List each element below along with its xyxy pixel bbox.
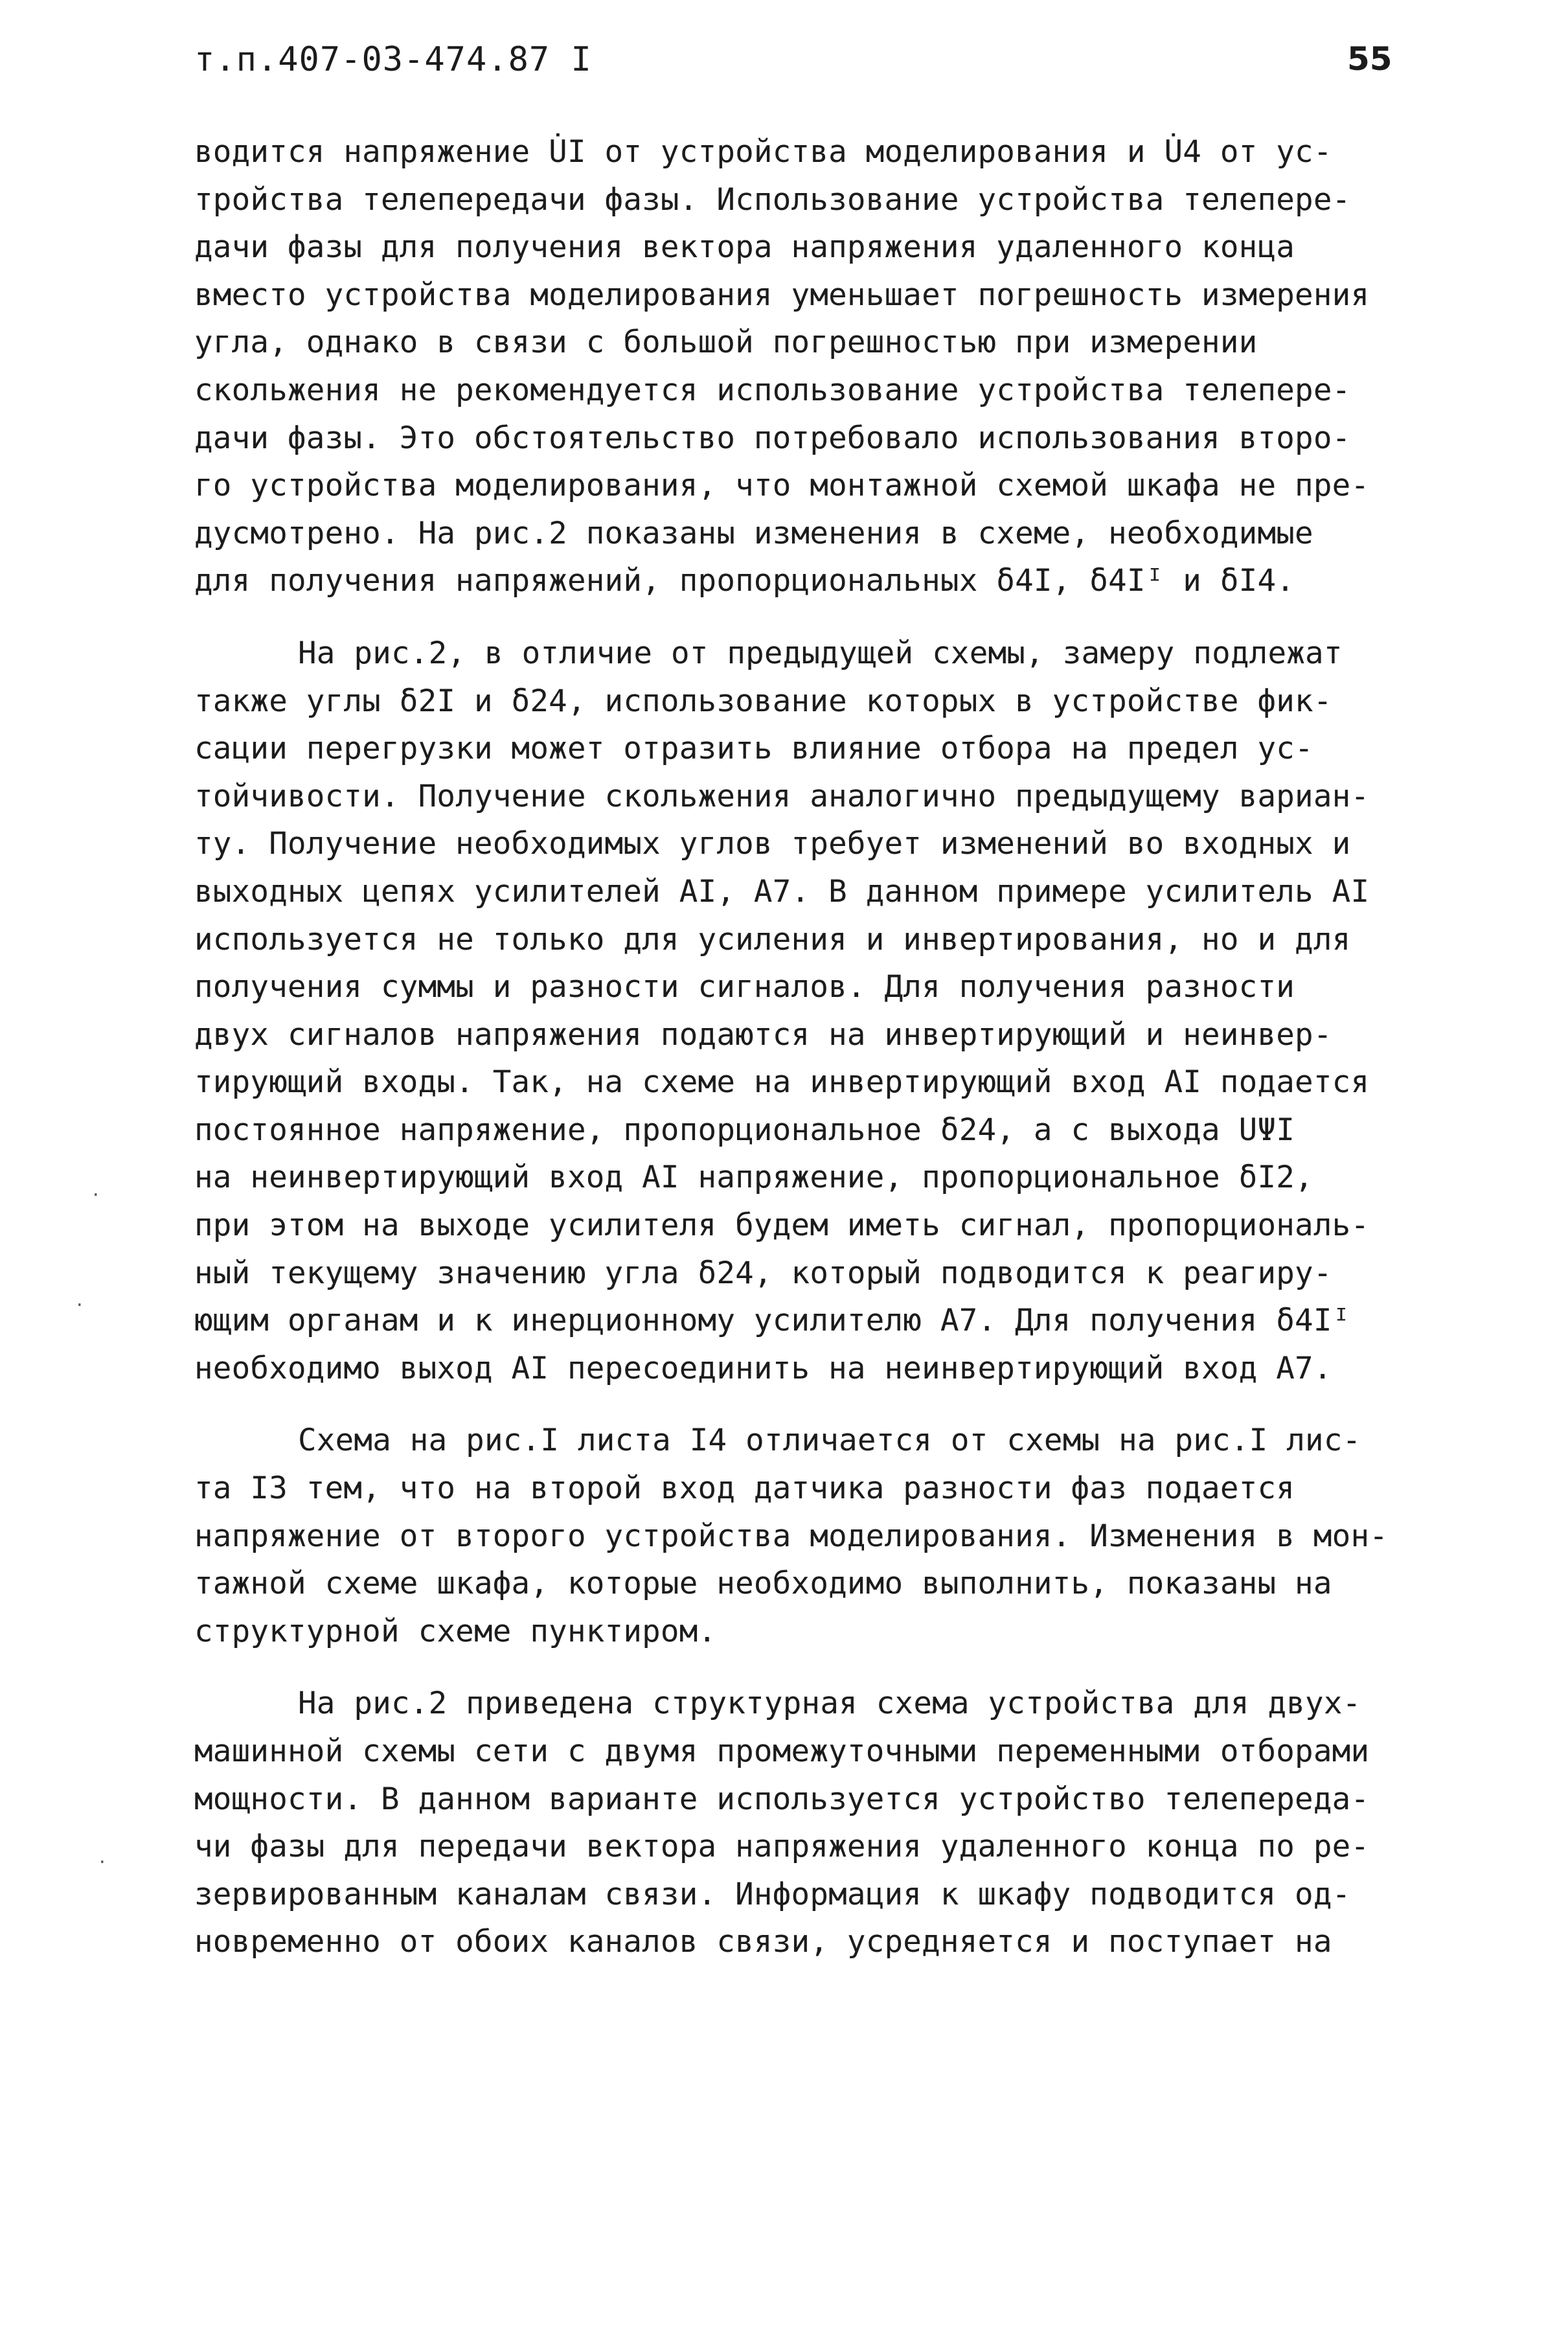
- paragraph-3: [194, 1417, 1412, 1655]
- text-line: также углы δ2I и δ24, использование которых в устройстве фик-: [194, 683, 1332, 719]
- text-line: дусмотрено. На рис.2 показаны изменения в схеме, необходимые: [194, 515, 1313, 551]
- text-line: двух сигналов напряжения подаются на инвертирующий и неинвер-: [194, 1016, 1332, 1053]
- text-line: На рис.2 приведена структурная схема устройства для двух-: [298, 1686, 1361, 1722]
- text-line: постоянное напряжение, пропорциональное δ24, а с выхода UΨI: [194, 1112, 1295, 1148]
- paragraph-4: [194, 1680, 1412, 1966]
- text-line: используется не только для усиления и инвертирования, но и для: [194, 921, 1351, 957]
- paragraph-gap: [194, 605, 1412, 630]
- text-line: водится напряжение U̇I от устройства моделирования и U̇4 от ус-: [194, 134, 1332, 170]
- scan-speck: ·: [74, 1296, 85, 1315]
- text-line: На рис.2, в отличие от предыдущей схемы, замеру подлежат: [298, 635, 1343, 671]
- text-line: тирующий входы. Так, на схеме на инвертирующий вход AI подается: [194, 1064, 1370, 1101]
- text-line: тройства телепередачи фазы. Использование устройства телепере-: [194, 181, 1351, 218]
- paragraph-gap: [194, 1392, 1412, 1417]
- text-line: дачи фазы. Это обстоятельство потребовало использования второ-: [194, 420, 1351, 456]
- text-line: новременно от обоих каналов связи, усредняется и поступает на: [194, 1924, 1332, 1960]
- text-line: Схема на рис.I листа I4 отличается от схемы на рис.I лис-: [298, 1423, 1361, 1459]
- text-line: получения суммы и разности сигналов. Для получения разности: [194, 969, 1295, 1005]
- text-line: скольжения не рекомендуется использование устройства телепере-: [194, 372, 1351, 408]
- text-line: машинной схемы сети с двумя промежуточными переменными отборами: [194, 1733, 1370, 1769]
- paragraph-1: [194, 128, 1412, 605]
- document-code: т.п.407-03-474.87 I: [194, 40, 592, 79]
- text-line: для получения напряжений, пропорциональных δ4I, δ4Iᴵ и δI4.: [194, 563, 1295, 599]
- text-line: дачи фазы для получения вектора напряжения удаленного конца: [194, 229, 1295, 266]
- text-line: го устройства моделирования, что монтажной схемой шкафа не пре-: [194, 468, 1370, 504]
- text-line: выходных цепях усилителей AI, A7. В данном примере усилитель AI: [194, 873, 1370, 910]
- body-text: [194, 128, 1412, 1966]
- text-line: ный текущему значению угла δ24, который подводится к реагиру-: [194, 1255, 1332, 1291]
- text-line: зервированным каналам связи. Информация к шкафу подводится од-: [194, 1876, 1351, 1912]
- text-line: структурной схеме пунктиром.: [194, 1613, 717, 1649]
- text-line: на неинвертирующий вход AI напряжение, пропорциональное δI2,: [194, 1160, 1313, 1196]
- text-line: сации перегрузки может отразить влияние отбора на предел ус-: [194, 731, 1313, 767]
- text-line: напряжение от второго устройства моделирования. Изменения в мон-: [194, 1518, 1389, 1554]
- text-line: тажной схеме шкафа, которые необходимо выполнить, показаны на: [194, 1566, 1332, 1602]
- text-line: та I3 тем, что на второй вход датчика разности фаз подается: [194, 1470, 1295, 1507]
- text-line: тойчивости. Получение скольжения аналогично предыдущему вариан-: [194, 778, 1370, 814]
- paragraph-gap: [194, 1655, 1412, 1680]
- text-line: ту. Получение необходимых углов требует изменений во входных и: [194, 826, 1351, 862]
- text-line: при этом на выходе усилителя будем иметь сигнал, пропорциональ-: [194, 1207, 1370, 1244]
- text-line: чи фазы для передачи вектора напряжения удаленного конца по ре-: [194, 1829, 1370, 1865]
- text-line: ющим органам и к инерционному усилителю A7. Для получения δ4Iᴵ: [194, 1303, 1351, 1339]
- paragraph-2: [194, 630, 1412, 1393]
- page-number: 55: [1347, 40, 1392, 78]
- scan-speck: ·: [91, 1185, 101, 1205]
- scan-speck: ·: [97, 1853, 108, 1872]
- text-line: мощности. В данном варианте используется устройство телепереда-: [194, 1781, 1370, 1817]
- text-line: угла, однако в связи с большой погрешностью при измерении: [194, 325, 1258, 361]
- text-line: необходимо выход AI пересоединить на неинвертирующий вход A7.: [194, 1350, 1332, 1386]
- text-line: вместо устройства моделирования уменьшает погрешность измерения: [194, 277, 1370, 313]
